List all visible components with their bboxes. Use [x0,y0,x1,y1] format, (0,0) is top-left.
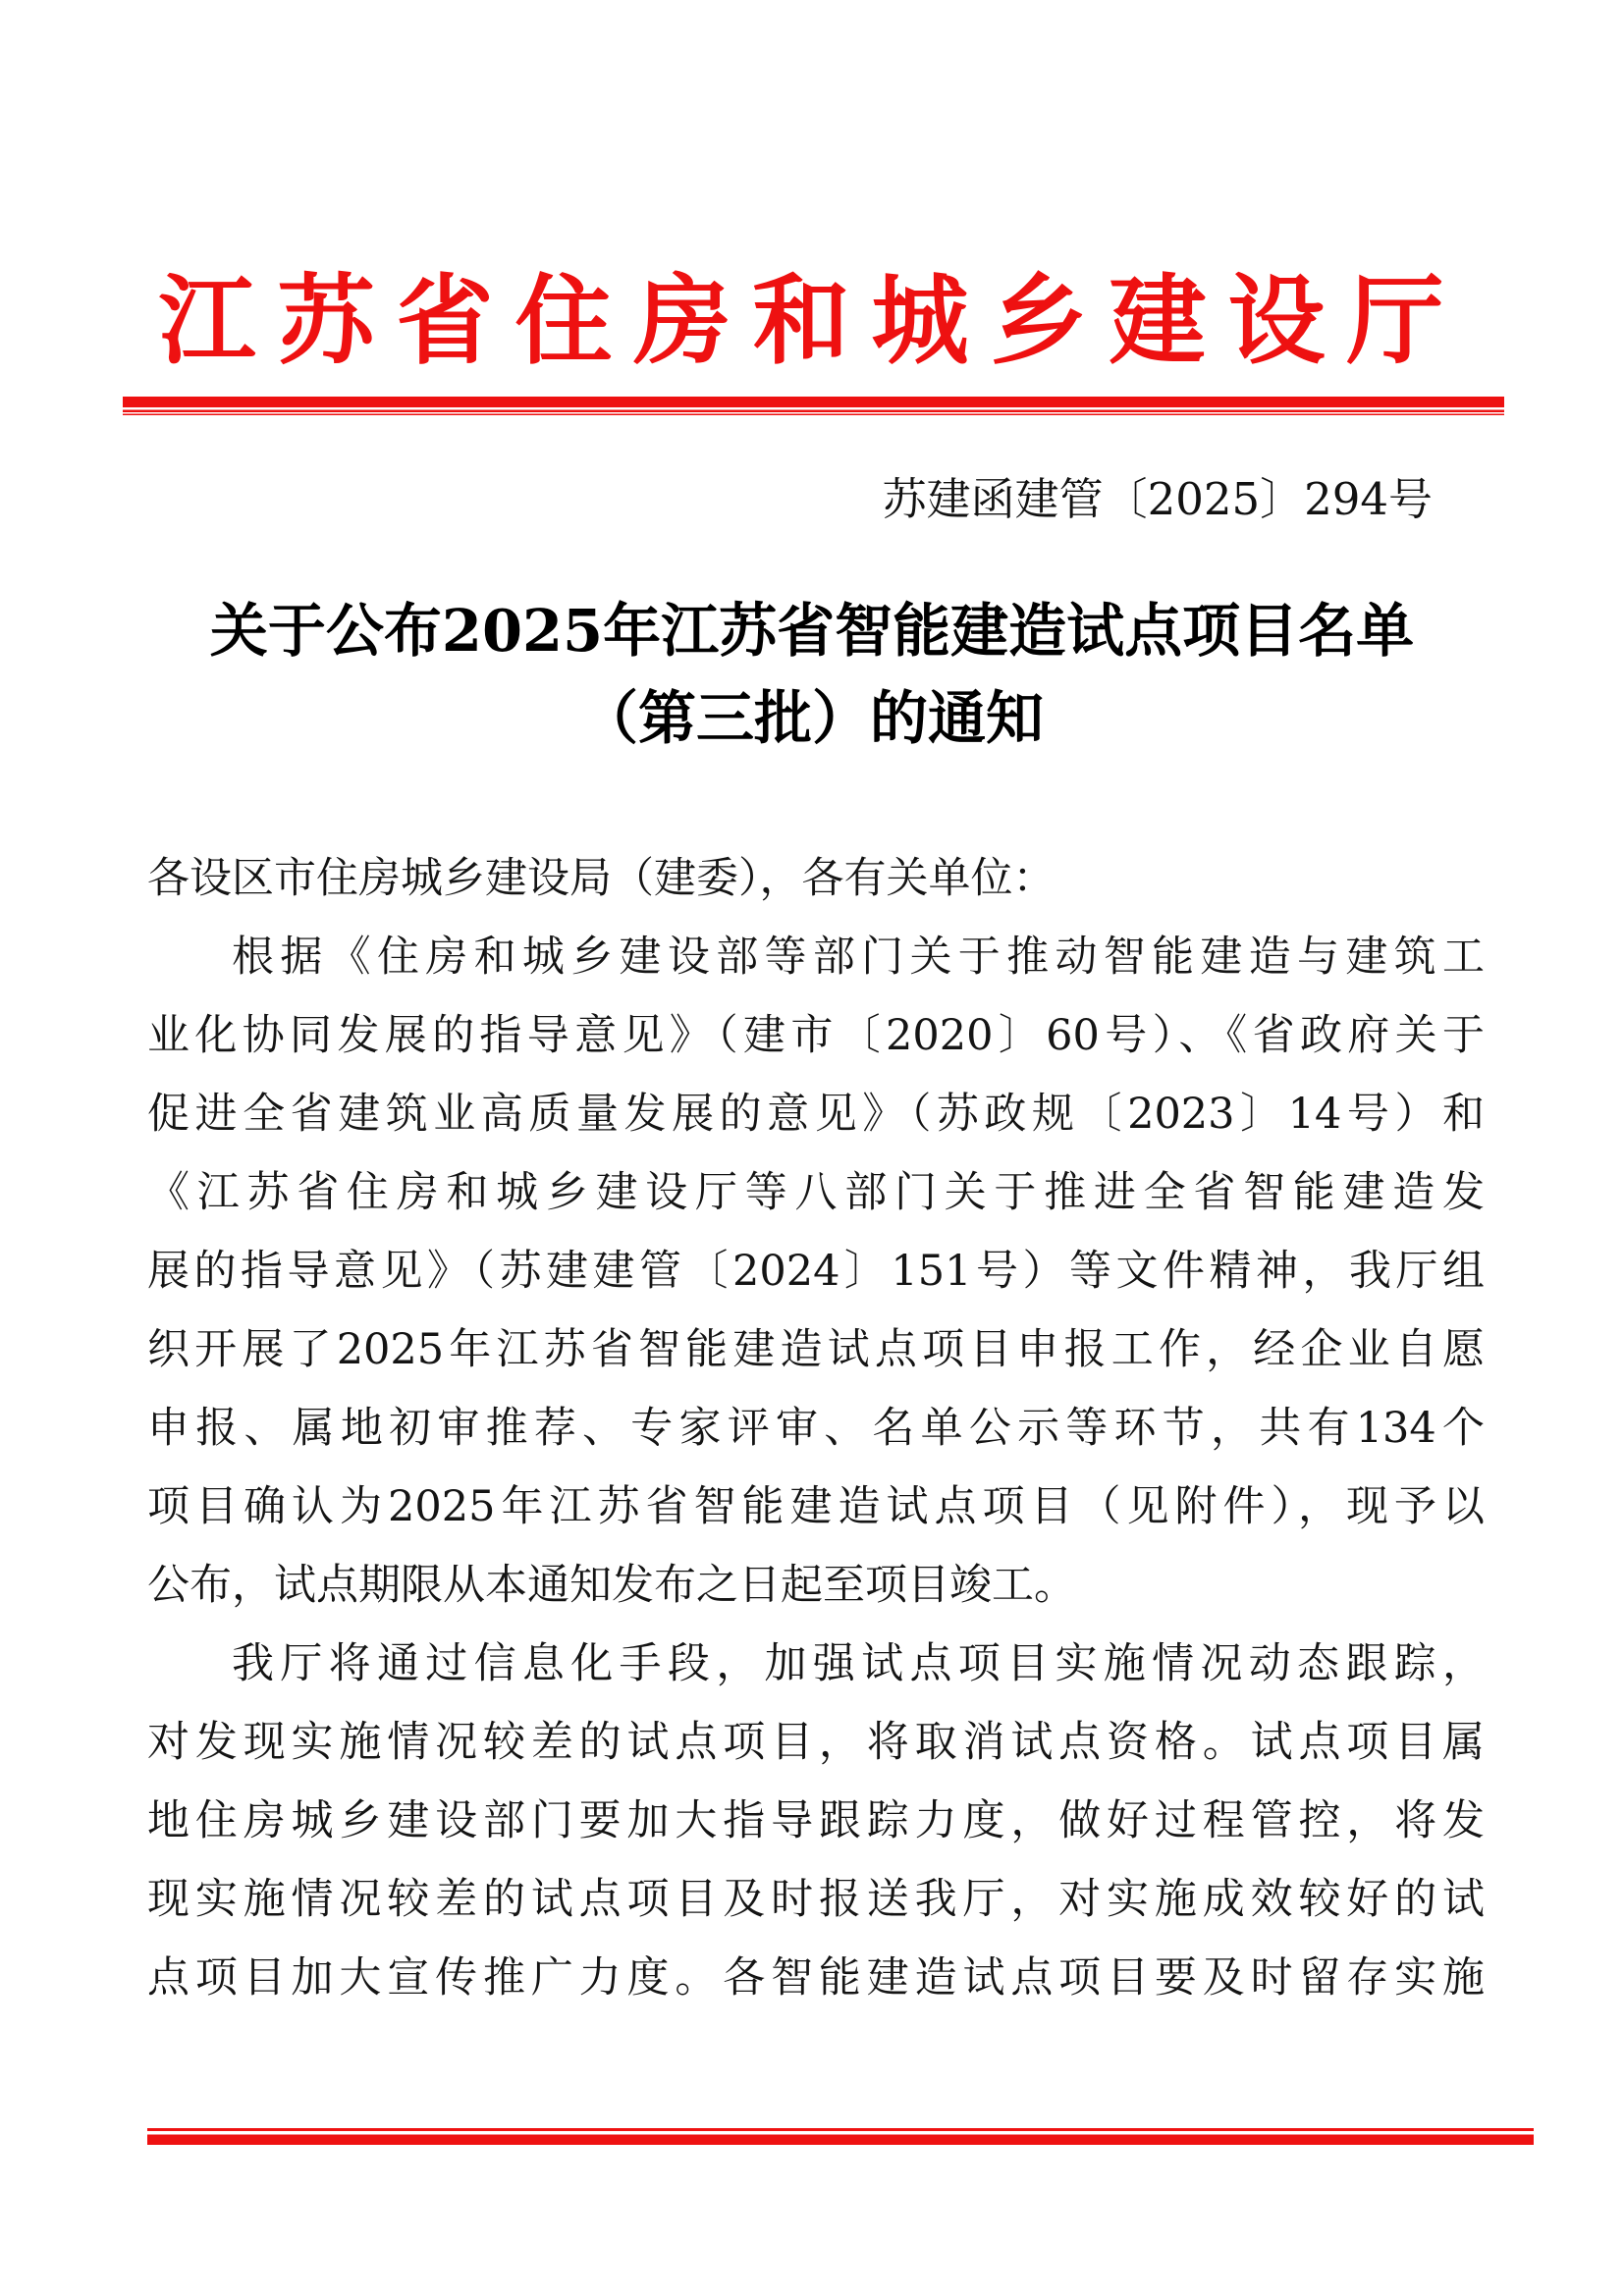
body-line: 地住房城乡建设部门要加大指导跟踪力度，做好过程管控，将发 [147,1796,1485,1845]
footer-rule [147,2128,1534,2145]
document-title [0,587,1624,762]
salutation-line: 各设区市住房城乡建设局（建委），各有关单位： [147,854,1056,903]
body-line: 织开展了2025年江苏省智能建造试点项目申报工作，经企业自愿 [147,1325,1485,1374]
body-line: 申报、属地初审推荐、专家评审、名单公示等环节，共有134个 [147,1404,1485,1453]
body-line: 对发现实施情况较差的试点项目，将取消试点资格。试点项目属 [147,1718,1485,1767]
body-line: 《江苏省住房和城乡建设厅等八部门关于推进全省智能建造发 [147,1168,1485,1217]
body-line: 根据《住房和城乡建设部等部门关于推动智能建造与建筑工 [232,933,1485,982]
body-line: 展的指导意见》（苏建建管〔2024〕151号）等文件精神，我厅组 [147,1247,1485,1296]
body-line: 现实施情况较差的试点项目及时报送我厅，对实施成效较好的试 [147,1875,1485,1924]
letterhead-rule-top [123,397,1504,415]
body-line: 点项目加大宣传推广力度。各智能建造试点项目要及时留存实施 [147,1953,1485,2002]
body-line: 我厅将通过信息化手段，加强试点项目实施情况动态跟踪， [232,1639,1485,1688]
body-line: 促进全省建筑业高质量发展的意见》（苏政规〔2023〕14号）和 [147,1090,1485,1139]
document-title-line2: （第三批）的通知 [579,684,1044,752]
body-line: 公布，试点期限从本通知发布之日起至项目竣工。 [147,1561,1076,1610]
document-number: 苏建函建管〔2025〕294号 [882,473,1433,525]
body-line: 业化协同发展的指导意见》（建市〔2020〕60号）、《省政府关于 [147,1011,1485,1060]
document-title-line1: 关于公布2025年江苏省智能建造试点项目名单 [209,597,1415,665]
document-body [147,839,1485,2017]
body-line: 项目确认为2025年江苏省智能建造试点项目（见附件），现予以 [147,1482,1485,1531]
agency-letterhead-title: 江苏省住房和城乡建设厅 [158,264,1466,378]
